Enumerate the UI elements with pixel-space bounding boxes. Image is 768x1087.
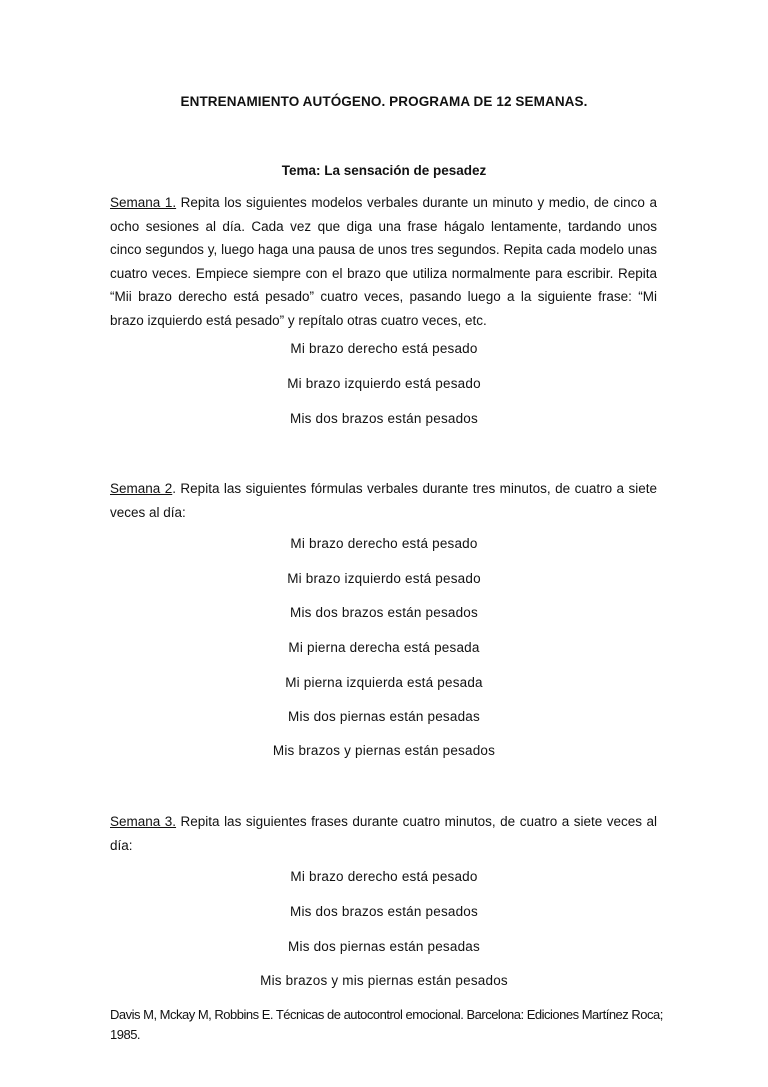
week-2-paragraph (110, 477, 657, 524)
formula-line: Mis dos piernas están pesadas (288, 939, 480, 954)
week-2-text: . Repita las siguientes fórmulas verbales durante tres minutos, de cuatro a siete veces al día: (110, 481, 657, 520)
reference-citation: Davis M, Mckay M, Robbins E. Técnicas de autocontrol emocional. Barcelona: Ediciones Martínez Roca; 1985. (110, 1007, 663, 1042)
formula-line: Mi brazo derecho está pesado (290, 536, 478, 551)
week-3-paragraph (110, 810, 657, 857)
week-1-text: Repita los siguientes modelos verbales durante un minuto y medio, de cinco a ocho sesiones al día. Cada vez que diga una frase hágalo lentamente, tardando unos cinco segundos y, luego haga una pausa de unos tres segundos. Repita cada modelo unas cuatro veces. Empiece siempre con el brazo que utiliza normalmente para escribir. Repita “Mii brazo derecho está pesado” cuatro veces, pasando luego a la siguiente frase: “Mi brazo izquierdo está pesado” y repítalo otras cuatro veces, etc. (110, 195, 657, 328)
formula-line: Mis dos brazos están pesados (290, 411, 478, 426)
week-2-lead: Semana 2 (110, 481, 173, 496)
formula-line: Mis dos brazos están pesados (290, 904, 478, 919)
formula-line: Mis dos brazos están pesados (290, 605, 478, 620)
week-3-text: Repita las siguientes frases durante cuatro minutos, de cuatro a siete veces al día: (110, 814, 657, 853)
week-3-lead: Semana 3. (110, 814, 177, 829)
formula-line: Mi brazo izquierdo está pesado (287, 376, 481, 391)
formula-line: Mi brazo derecho está pesado (290, 869, 478, 884)
formula-line: Mis dos piernas están pesadas (288, 709, 480, 724)
formula-line: Mis brazos y piernas están pesados (272, 743, 496, 758)
document-subtitle: Tema: La sensación de pesadez (281, 163, 487, 178)
formula-line: Mi pierna derecha está pesada (288, 640, 480, 655)
week-1-lead: Semana 1. (110, 195, 177, 210)
week-1-paragraph (110, 191, 657, 332)
formula-line: Mi brazo derecho está pesado (290, 341, 478, 356)
formula-line: Mi brazo izquierdo está pesado (287, 571, 481, 586)
formula-line: Mi pierna izquierda está pesada (285, 675, 483, 690)
formula-line: Mis brazos y mis piernas están pesados (260, 973, 508, 988)
document-title: ENTRENAMIENTO AUTÓGENO. PROGRAMA DE 12 SEMANAS. (180, 94, 588, 109)
